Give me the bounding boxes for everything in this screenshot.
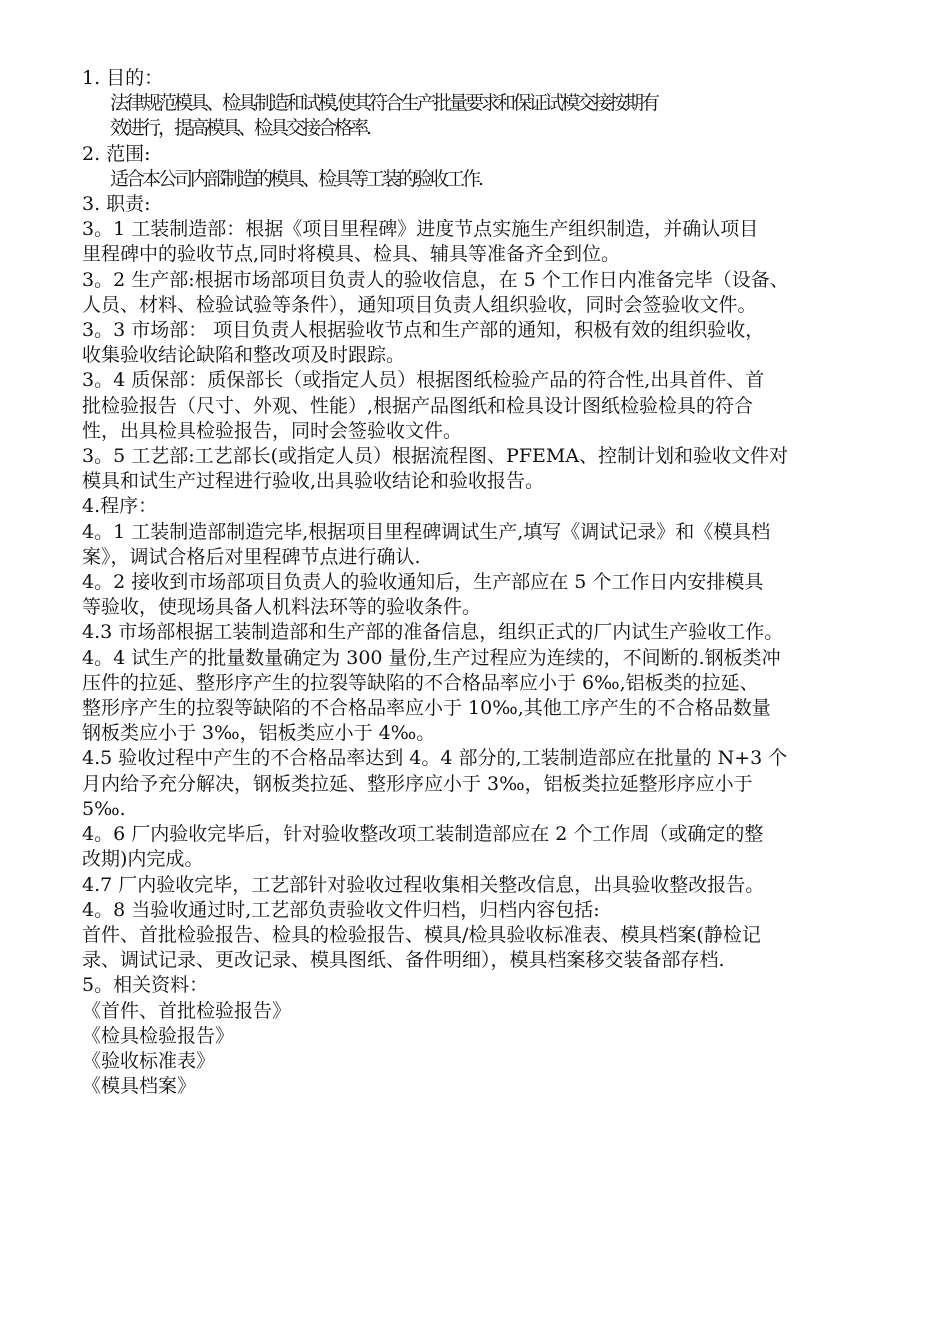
document-page [82,66,890,1099]
section-3-heading: 3. 职责: [82,193,151,216]
section-3-line: 收集验收结论缺陷和整改项及时跟踪。 [82,344,406,367]
section-2-line: 适合本公司内部制造的模具、检具等工装的验收工作. [110,167,482,190]
section-4-line: 案》，调试合格后对里程碑节点进行确认. [82,545,421,568]
section-4-line: 录、调试记录、更改记录、模具图纸、备件明细），模具档案移交装备部存档. [82,949,725,972]
section-4-line: 改期)内完成。 [82,848,204,871]
section-4-line: 5‰. [82,797,126,820]
section-3-line: 3。5 工艺部:工艺部长(或指定人员）根据流程图、PFEMA、控制计划和验收文件对 [82,445,789,468]
section-1-line: 法律规范模具、检具制造和试模,使其符合生产批量要求和保证试模交接按期有 [110,92,658,115]
section-3-line: 3。3 市场部： 项目负责人根据验收节点和生产部的通知，积极有效的组织验收， [82,319,765,342]
section-4-line: 首件、首批检验报告、检具的检验报告、模具/检具验收标准表、模具档案(静检记 [82,923,761,946]
section-3-line: 人员、材料、检验试验等条件），通知项目负责人组织验收，同时会签验收文件。 [82,293,757,316]
section-4-line: 4。4 试生产的批量数量确定为 300 量份,生产过程应为连续的，不间断的.钢板类冲 [82,646,781,669]
section-4-line: 4.5 验收过程中产生的不合格品率达到 4。4 部分的,工装制造部应在批量的 N+3 个 [82,747,788,770]
section-4-line: 钢板类应小于 3‰，铝板类应小于 4‰。 [82,722,436,745]
section-4-line: 压件的拉延、整形序产生的拉裂等缺陷的不合格品率应小于 6‰,铝板类的拉延、 [82,671,759,694]
section-4-line: 整形序产生的拉裂等缺陷的不合格品率应小于 10‰,其他工序产生的不合格品数量 [82,697,771,720]
section-4-line: 4.3 市场部根据工装制造部和生产部的准备信息，组织正式的厂内试生产验收工作。 [82,621,784,644]
section-4-line: 4。2 接收到市场部项目负责人的验收通知后，生产部应在 5 个工作日内安排模具 [82,571,764,594]
reference-item: 《检具检验报告》 [82,1024,235,1047]
section-4-heading: 4.程序： [82,495,158,518]
section-3-line: 里程碑中的验收节点,同时将模具、检具、辅具等准备齐全到位。 [82,243,621,266]
section-3-line: 性，出具检具检验报告，同时会签验收文件。 [82,419,463,442]
reference-item: 《模具档案》 [82,1075,197,1098]
section-1-line: 效进行，提高模具、检具交接合格率. [110,117,370,140]
section-3-line: 批检验报告（尺寸、外观、性能）,根据产品图纸和检具设计图纸检验检具的符合 [82,394,754,417]
section-1-heading: 1. 目的： [82,67,164,89]
section-3-line: 3。1 工装制造部：根据《项目里程碑》进度节点实施生产组织制造，并确认项目 [82,218,759,241]
section-4-line: 4.7 厂内验收完毕，工艺部针对验收过程收集相关整改信息，出具验收整改报告。 [82,873,765,896]
section-3-line: 3。2 生产部:根据市场部项目负责人的验收信息，在 5 个工作日内准备完毕（设备、 [82,268,789,291]
section-4-line: 4。6 厂内验收完毕后，针对验收整改项工装制造部应在 2 个工作周（或确定的整 [82,823,764,846]
section-5-heading: 5。相关资料： [82,974,209,997]
reference-item: 《首件、首批检验报告》 [82,999,292,1022]
section-4-line: 4。1 工装制造部制造完毕,根据项目里程碑调试生产,填写《调试记录》和《模具档 [82,520,771,543]
section-3-line: 模具和试生产过程进行验收,出具验收结论和验收报告。 [82,470,545,493]
section-2-heading: 2. 范围: [82,142,151,165]
section-4-line: 月内给予充分解决，钢板类拉延、整形序应小于 3‰，铝板类拉延整形序应小于 [82,772,753,795]
section-4-line: 4。8 当验收通过时,工艺部负责验收文件归档，归档内容包括: [82,898,600,921]
section-3-line: 3。4 质保部：质保部长（或指定人员）根据图纸检验产品的符合性,出具首件、首 [82,369,765,392]
reference-item: 《验收标准表》 [82,1049,216,1072]
section-4-line: 等验收，使现场具备人机料法环等的验收条件。 [82,596,482,619]
